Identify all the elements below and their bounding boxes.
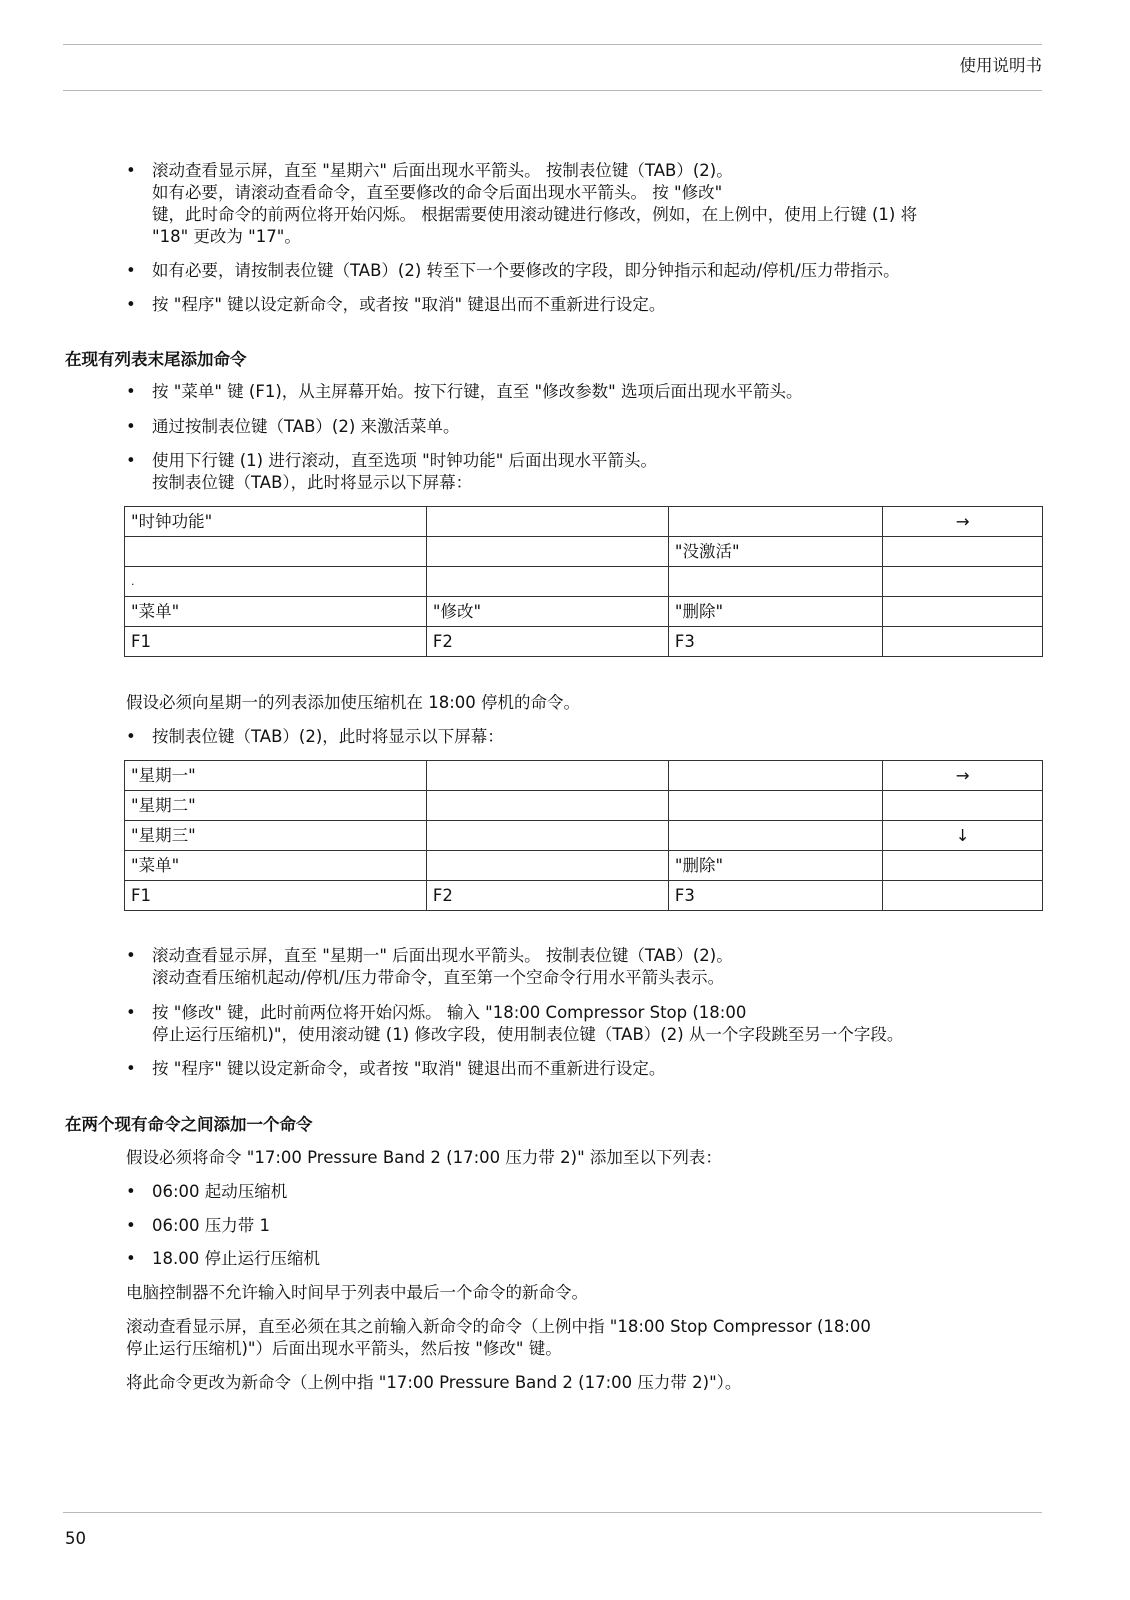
table-cell bbox=[426, 791, 668, 821]
bullet-text: 滚动查看显示屏，直至 "星期一" 后面出现水平箭头。 按制表位键（TAB）(2)。 滚动查看压缩机起动/停机/压力带命令，直至第一个空命令行用水平箭头表示。 bbox=[152, 946, 733, 987]
bullet-text: 18.00 停止运行压缩机 bbox=[152, 1249, 320, 1268]
bullet-marker: • bbox=[126, 451, 136, 470]
table-cell bbox=[668, 761, 883, 791]
table-cell: "菜单" bbox=[125, 597, 427, 627]
header-rule-bottom bbox=[63, 90, 1042, 91]
table-cell: "星期三" bbox=[125, 821, 427, 851]
table-row bbox=[125, 537, 1043, 567]
table-cell: "删除" bbox=[668, 597, 883, 627]
table-cell bbox=[426, 761, 668, 791]
section-heading: 在两个现有命令之间添加一个命令 bbox=[65, 1115, 313, 1134]
table-cell: F3 bbox=[668, 627, 883, 657]
table-cell: . bbox=[125, 567, 427, 597]
table-cell bbox=[668, 821, 883, 851]
table-cell: F3 bbox=[668, 881, 883, 911]
table-row bbox=[125, 597, 1043, 627]
table-cell bbox=[883, 851, 1043, 881]
bullet-text: 按 "修改" 键，此时前两位将开始闪烁。 输入 "18:00 Compressor Stop (18:00 停止运行压缩机)"，使用滚动键 (1) 修改字段，使用制表位键（TAB）(2) 从一个字段跳至另一个字段。 bbox=[152, 1003, 904, 1044]
section-heading: 在现有列表末尾添加命令 bbox=[65, 350, 247, 369]
display-screen-table-weekdays bbox=[124, 760, 1043, 911]
footer-rule bbox=[63, 1512, 1042, 1513]
header-rule-top bbox=[63, 44, 1042, 45]
bullet-marker: • bbox=[126, 382, 136, 401]
bullet-text: 如有必要，请按制表位键（TAB）(2) 转至下一个要修改的字段，即分钟指示和起动/停机/压力带指示。 bbox=[152, 261, 900, 280]
bullet-marker: • bbox=[126, 727, 136, 746]
table-cell bbox=[883, 537, 1043, 567]
table-cell: "时钟功能" bbox=[125, 507, 427, 537]
bullet-text: 滚动查看显示屏，直至 "星期六" 后面出现水平箭头。 按制表位键（TAB）(2)。 如有必要，请滚动查看命令，直至要修改的命令后面出现水平箭头。 按 "修改" 键，此时命令的前两位将开始闪烁。 根据需要使用滚动键进行修改，例如，在上例中，使用上行键 (1) 将 "18" 更改为 "17"。 bbox=[152, 161, 918, 246]
header-title: 使用说明书 bbox=[959, 56, 1042, 75]
bullet-text: 06:00 起动压缩机 bbox=[152, 1182, 288, 1201]
table-cell bbox=[426, 507, 668, 537]
table-cell bbox=[426, 537, 668, 567]
paragraph: 将此命令更改为新命令（上例中指 "17:00 Pressure Band 2 (17:00 压力带 2)"）。 bbox=[126, 1373, 742, 1392]
table-row bbox=[125, 881, 1043, 911]
table-cell: "删除" bbox=[668, 851, 883, 881]
bullet-marker: • bbox=[126, 946, 136, 965]
bullet-marker: • bbox=[126, 295, 136, 314]
table-cell bbox=[668, 507, 883, 537]
bullet-text: 通过按制表位键（TAB）(2) 来激活菜单。 bbox=[152, 417, 460, 436]
table-cell: F2 bbox=[426, 881, 668, 911]
table-cell bbox=[883, 627, 1043, 657]
paragraph: 滚动查看显示屏，直至必须在其之前输入新命令的命令（上例中指 "18:00 Stop Compressor (18:00 停止运行压缩机)"）后面出现水平箭头，然后按 "修改" 键。 bbox=[126, 1317, 871, 1358]
page-number: 50 bbox=[65, 1529, 86, 1548]
table-cell bbox=[668, 791, 883, 821]
table-row bbox=[125, 567, 1043, 597]
paragraph: 假设必须将命令 "17:00 Pressure Band 2 (17:00 压力带 2)" 添加至以下列表： bbox=[126, 1148, 722, 1167]
table-cell bbox=[668, 567, 883, 597]
table-cell bbox=[426, 821, 668, 851]
table-cell: F1 bbox=[125, 881, 427, 911]
bullet-marker: • bbox=[126, 161, 136, 180]
bullet-marker: • bbox=[126, 1249, 136, 1268]
table-row bbox=[125, 821, 1043, 851]
table-row bbox=[125, 851, 1043, 881]
table-cell bbox=[883, 881, 1043, 911]
down-arrow-icon: ↓ bbox=[883, 821, 1043, 851]
bullet-text: 按 "菜单" 键 (F1)，从主屏幕开始。按下行键，直至 "修改参数" 选项后面出现水平箭头。 bbox=[152, 382, 803, 401]
paragraph: 电脑控制器不允许输入时间早于列表中最后一个命令的新命令。 bbox=[126, 1283, 588, 1302]
bullet-marker: • bbox=[126, 1182, 136, 1201]
bullet-text: 按 "程序" 键以设定新命令，或者按 "取消" 键退出而不重新进行设定。 bbox=[152, 295, 666, 314]
table-cell bbox=[883, 567, 1043, 597]
table-cell: "没激活" bbox=[668, 537, 883, 567]
table-cell bbox=[426, 567, 668, 597]
table-cell: F1 bbox=[125, 627, 427, 657]
table-cell: "星期一" bbox=[125, 761, 427, 791]
bullet-marker: • bbox=[126, 417, 136, 436]
table-row bbox=[125, 791, 1043, 821]
bullet-text: 使用下行键 (1) 进行滚动，直至选项 "时钟功能" 后面出现水平箭头。 按制表位键（TAB），此时将显示以下屏幕： bbox=[152, 451, 658, 492]
table-row bbox=[125, 761, 1043, 791]
table-cell: "修改" bbox=[426, 597, 668, 627]
bullet-marker: • bbox=[126, 1003, 136, 1022]
display-screen-table-clock bbox=[124, 506, 1043, 657]
bullet-marker: • bbox=[126, 261, 136, 280]
bullet-text: 06:00 压力带 1 bbox=[152, 1216, 271, 1235]
table-cell: "菜单" bbox=[125, 851, 427, 881]
bullet-text: 按 "程序" 键以设定新命令，或者按 "取消" 键退出而不重新进行设定。 bbox=[152, 1059, 666, 1078]
paragraph: 假设必须向星期一的列表添加使压缩机在 18:00 停机的命令。 bbox=[126, 693, 581, 712]
table-row bbox=[125, 627, 1043, 657]
bullet-text: 按制表位键（TAB）(2)，此时将显示以下屏幕： bbox=[152, 727, 504, 746]
table-cell bbox=[125, 537, 427, 567]
table-cell bbox=[883, 791, 1043, 821]
table-cell: F2 bbox=[426, 627, 668, 657]
table-cell bbox=[426, 851, 668, 881]
bullet-marker: • bbox=[126, 1059, 136, 1078]
table-row bbox=[125, 507, 1043, 537]
table-cell: "星期二" bbox=[125, 791, 427, 821]
right-arrow-icon: → bbox=[883, 507, 1043, 537]
table-cell bbox=[883, 597, 1043, 627]
right-arrow-icon: → bbox=[883, 761, 1043, 791]
bullet-marker: • bbox=[126, 1216, 136, 1235]
